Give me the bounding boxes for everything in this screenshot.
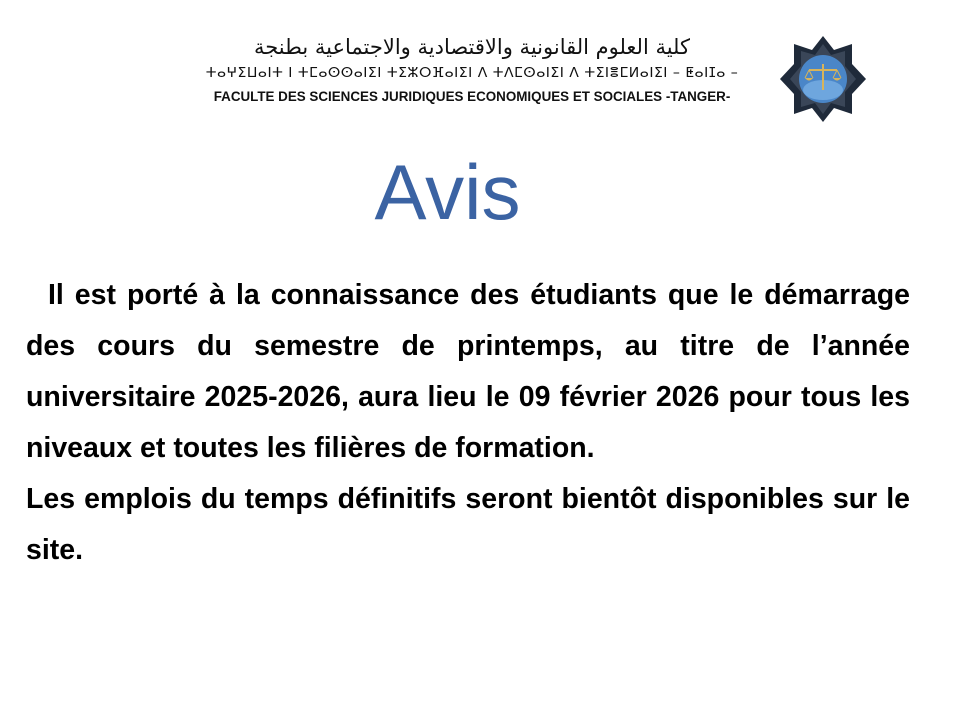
faculty-name-tifinagh: ⵜⴰⵖⵉⵡⴰⵏⵜ ⵏ ⵜⵎⴰⵙⵙⴰⵏⵉⵏ ⵜⵉⵣⵔⴼⴰⵏⵉⵏ ⴷ ⵜⴷⵎⵙⴰⵏⵉⵏ ⴷ ⵜⵉⵏⴻⵎⵍⴰⵏⵉⵏ – ⵟⴰⵏⵊⴰ – <box>205 65 739 81</box>
notice-paragraph-1-text: Il est porté à la connaissance des étudiants que le démarrage des cours du semestre de printemps, au titre de l’année universitaire 2025-2026, aura lieu le 09 février 2026 pour tous les niveaux et toutes les filières de formation. <box>26 279 910 464</box>
notice-paragraph-1 <box>26 270 910 474</box>
notice-title: Avis <box>374 148 521 236</box>
notice-body <box>26 270 910 576</box>
faculty-name-arabic: كلية العلوم القانونية والاقتصادية والاجتماعية بطنجة <box>253 35 691 59</box>
faculty-name-block <box>178 34 766 108</box>
faculty-name-french: FACULTE DES SCIENCES JURIDIQUES ECONOMIQUES ET SOCIALES -TANGER- <box>213 89 731 104</box>
faculty-header <box>178 34 868 124</box>
notice-paragraph-2: Les emplois du temps définitifs seront bientôt disponibles sur le site. <box>26 483 910 566</box>
faculty-logo <box>778 34 868 124</box>
